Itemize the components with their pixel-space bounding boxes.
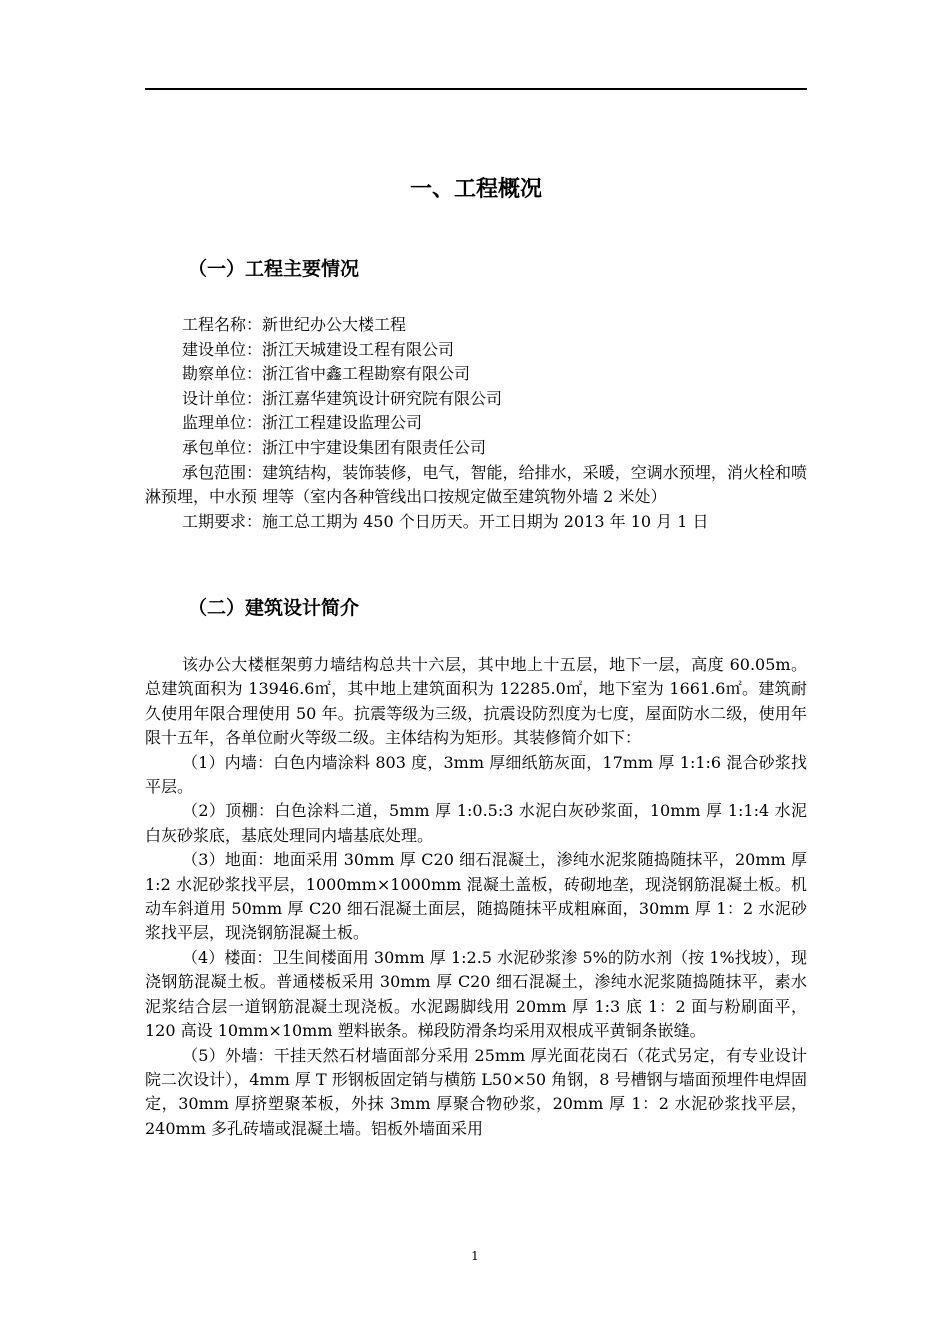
info-line-supervision: 监理单位：浙江工程建设监理公司: [182, 413, 423, 433]
page-number: 1: [471, 1249, 479, 1263]
project-info-block: [145, 313, 807, 534]
info-line-contractor: 承包单位：浙江中宇建设集团有限责任公司: [182, 437, 487, 457]
info-line-owner: 建设单位：浙江天城建设工程有限公司: [182, 339, 455, 359]
info-line-schedule: 工期要求：施工总工期为 450 个日历天。开工日期为 2013 年 10 月 1 日: [182, 511, 709, 531]
paragraph-floor: （4）楼面：卫生间楼面用 30mm 厚 1:2.5 水泥砂浆渗 5%的防水剂（按 1%找坡），现浇钢筋混凝土板。普通楼板采用 30mm 厚 C20 细石混凝土，渗纯水泥浆随捣随抹平，素水泥浆结合层一道钢筋混凝土现浇板。水泥踢脚线用 20mm 厚 1:3 底 1：2 面与粉刷面平，120 高设 10mm×10mm 塑料嵌条。梯段防滑条均采用双根成平黄铜条嵌缝。: [145, 947, 807, 1041]
paragraph-overview: 该办公大楼框架剪力墙结构总共十六层，其中地上十五层，地下一层，高度 60.05m。总建筑面积为 13946.6㎡，其中地上建筑面积为 12285.0㎡，地下室为 1661.6㎡。建筑耐久使用年限合理使用 50 年。抗震等级为三级，抗震设防烈度为七度，屋面防水二级，使用年限十五年，各单位耐火等级二级。主体结构为矩形。其装修简介如下：: [145, 655, 807, 748]
section-heading-main-info: （一）工程主要情况: [188, 258, 360, 280]
section-heading-design-summary: （二）建筑设计简介: [188, 597, 360, 619]
header-rule: [145, 88, 807, 90]
paragraph-ceiling: （2）顶棚：白色涂料二道，5mm 厚 1:0.5:3 水泥白灰砂浆面，10mm 厚 1:1:4 水泥白灰砂浆底，基底处理同内墙基底处理。: [145, 801, 807, 845]
info-line-project-name: 工程名称：新世纪办公大楼工程: [182, 315, 407, 334]
page-title: 一、工程概况: [409, 177, 542, 202]
info-line-survey: 勘察单位：浙江省中鑫工程勘察有限公司: [182, 364, 471, 384]
info-line-design: 设计单位：浙江嘉华建筑设计研究院有限公司: [182, 388, 503, 408]
info-line-scope: 承包范围：建筑结构，装饰装修，电气，智能，给排水，采暖，空调水预埋，消火栓和喷淋预埋，中水预 埋等（室内各种管线出口按规定做至建筑物外墙 2 米处）: [145, 462, 807, 507]
design-summary-block: [145, 653, 807, 1141]
paragraph-interior-wall: （1）内墙：白色内墙涂料 803 度，3mm 厚细纸筋灰面，17mm 厚 1:1:6 混合砂浆找平层。: [145, 752, 807, 797]
paragraph-ground-floor: （3）地面：地面采用 30mm 厚 C20 细石混凝土，渗纯水泥浆随捣随抹平，20mm 厚 1:2 水泥砂浆找平层，1000mm×1000mm 混凝土盖板，砖砌地垄，现浇钢筋混凝土板。机动车斜道用 50mm 厚 C20 细石混凝土面层，随捣随抹平成粗麻面，30mm 厚 1：2 水泥砂浆找平层，现浇钢筋混凝土板。: [145, 850, 807, 943]
paragraph-exterior-wall: （5）外墙：干挂天然石材墙面部分采用 25mm 厚光面花岗石（花式另定，有专业设计院二次设计），4mm 厚 T 形钢板固定销与横筋 L50×50 角钢，8 号槽钢与墙面预埋件电焊固定，30mm 厚挤塑聚苯板，外抹 3mm 厚聚合物砂浆，20mm 厚 1：2 水泥砂浆找平层，240mm 多孔砖墙或混凝土墙。铝板外墙面采用: [145, 1045, 807, 1138]
